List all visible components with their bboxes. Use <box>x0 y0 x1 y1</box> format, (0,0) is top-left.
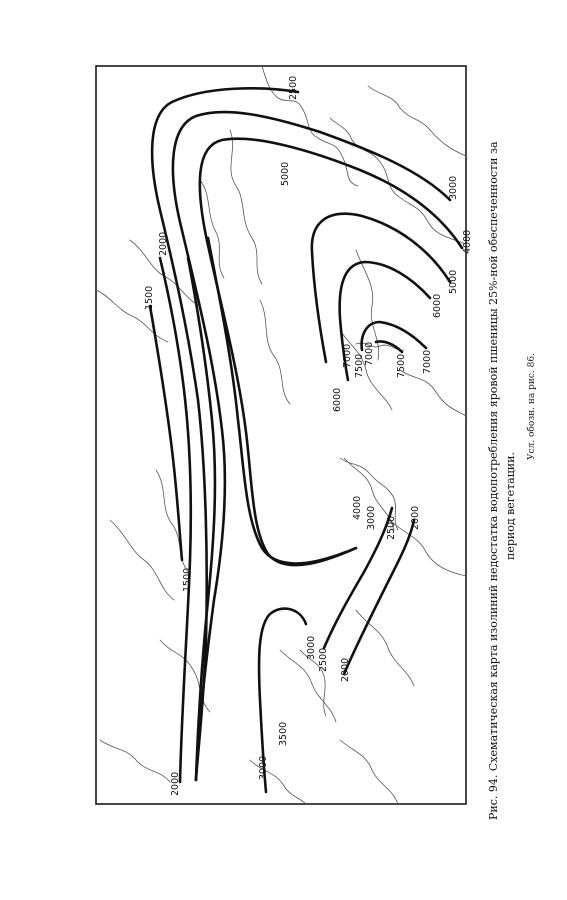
label-2500-c: 2500 <box>318 647 329 672</box>
caption-line-3: Усл. обозн. на рис. 86. <box>527 353 537 460</box>
isoline-7500 <box>376 341 402 352</box>
label-7500-a: 7500 <box>396 353 407 378</box>
label-3000-a: 3000 <box>448 175 459 200</box>
caption-line-2: период вегетации. <box>504 452 517 560</box>
label-7000-c: 7000 <box>364 341 375 366</box>
label-5000-a: 5000 <box>280 161 291 186</box>
label-7000-b: 7000 <box>342 343 353 368</box>
isoline-5000 <box>312 214 450 362</box>
label-6000-b: 6000 <box>332 387 343 412</box>
label-2000-d: 2000 <box>170 771 181 796</box>
label-2500-b: 2500 <box>386 515 397 540</box>
label-2000-c: 2000 <box>340 657 351 682</box>
label-2500-a: 2500 <box>288 75 299 100</box>
label-4000-a: 4000 <box>462 229 473 254</box>
label-7000-a: 7000 <box>422 349 433 374</box>
label-3500-a: 3500 <box>278 721 289 746</box>
isoline-labels <box>144 76 473 796</box>
figure-caption <box>487 141 537 820</box>
label-1500-b: 1500 <box>182 567 193 592</box>
label-2000-b: 2000 <box>410 505 421 530</box>
label-4000-b: 4000 <box>352 495 363 520</box>
label-3000-b: 3000 <box>366 505 377 530</box>
label-3000-d: 3000 <box>258 755 269 780</box>
label-1500-a: 1500 <box>144 285 155 310</box>
isolines-layer <box>150 88 462 792</box>
isoline-3000-mid <box>208 238 346 564</box>
label-5000-b: 5000 <box>448 269 459 294</box>
label-7500-b: 7500 <box>354 353 365 378</box>
caption-line-1: Рис. 94. Схематическая карта изолиний недостатка водопотребления яровой пшеницы 25%-ной обеспеченности за <box>487 141 500 820</box>
label-3000-c: 3000 <box>306 635 317 660</box>
label-6000-a: 6000 <box>432 293 443 318</box>
label-2000-a: 2000 <box>158 231 169 256</box>
